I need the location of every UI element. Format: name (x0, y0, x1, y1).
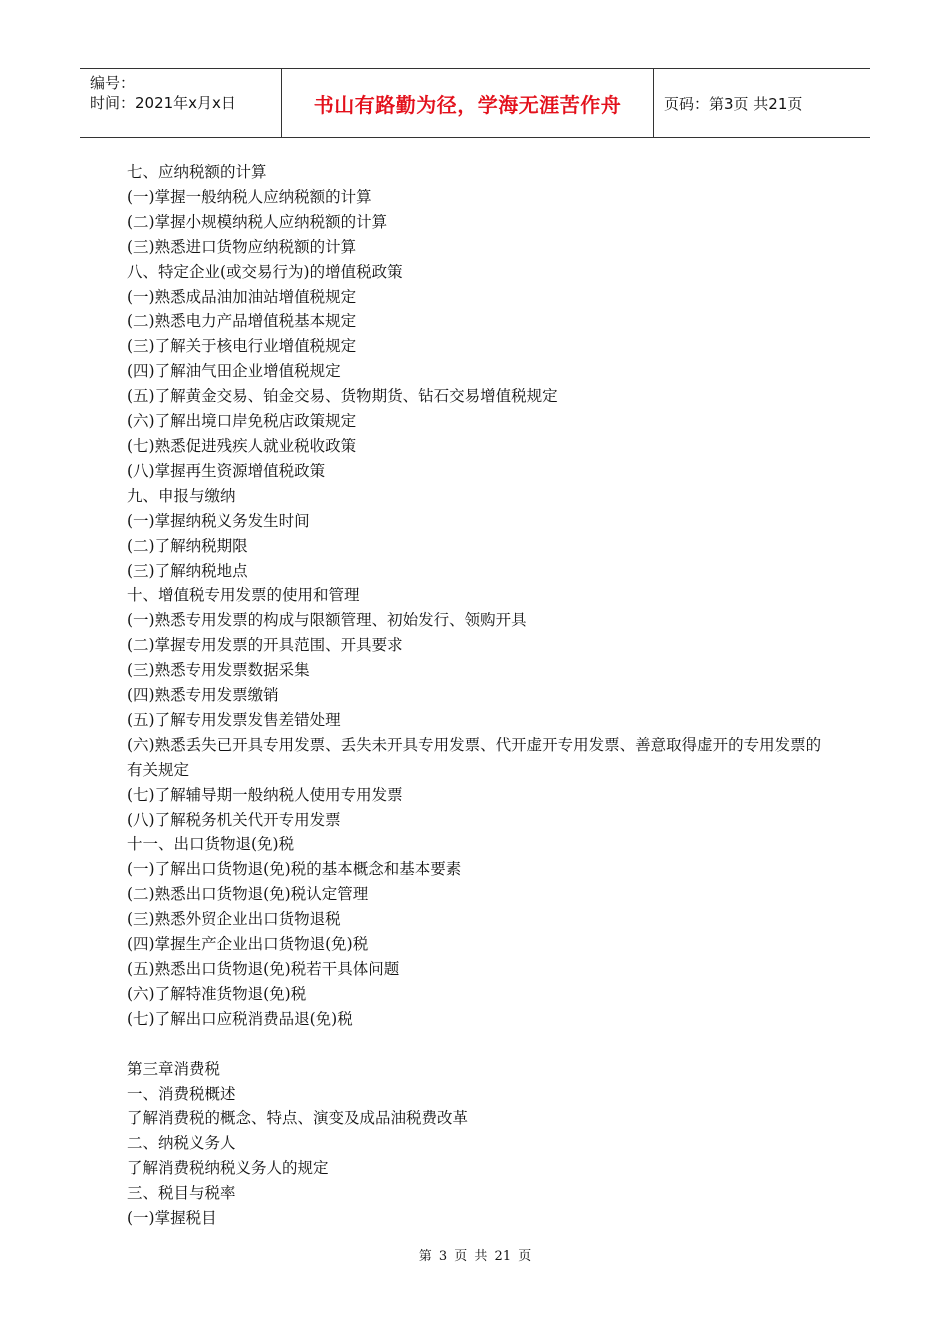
document-body (127, 160, 827, 1231)
body-line: (七)了解出口应税消费品退(免)税 (127, 1009, 353, 1028)
body-line: 十、增值税专用发票的使用和管理 (127, 586, 360, 605)
body-line: (三)熟悉外贸企业出口货物退税 (127, 910, 341, 929)
body-line: (八)掌握再生资源增值税政策 (127, 461, 326, 480)
body-line: 一、消费税概述 (127, 1084, 236, 1103)
document-number-label: 编号： (90, 74, 136, 92)
body-line: (四)了解油气田企业增值税规定 (127, 362, 341, 381)
body-line: 八、特定企业(或交易行为)的增值税政策 (127, 262, 403, 281)
document-date-label: 时间：2021年x月x日 (90, 94, 236, 112)
body-line: (六)了解出境口岸免税店政策规定 (127, 412, 357, 431)
page-footer: 第 3 页 共 21 页 (418, 1249, 532, 1264)
body-line: (七)了解辅导期一般纳税人使用专用发票 (127, 785, 403, 804)
body-line: 十一、出口货物退(免)税 (127, 835, 295, 854)
body-line: (五)熟悉出口货物退(免)税若干具体问题 (127, 960, 400, 978)
body-line: (一)熟悉成品油加油站增值税规定 (127, 287, 357, 306)
body-line: (三)了解关于核电行业增值税规定 (127, 337, 357, 356)
body-line: 第三章消费税 (127, 1059, 221, 1078)
body-line: (四)熟悉专用发票缴销 (127, 686, 279, 705)
header-motto-cell (282, 69, 654, 137)
body-line: (二)了解纳税期限 (127, 536, 248, 555)
header-motto: 书山有路勤为径，学海无涯苦作舟 (313, 92, 622, 117)
blank-line (127, 1032, 827, 1057)
header-page-number: 页码：第3页 共21页 (664, 94, 803, 113)
body-line: 二、纳税义务人 (127, 1134, 236, 1153)
body-line: (一)掌握税目 (127, 1209, 217, 1228)
body-line: (六)熟悉丢失已开具专用发票、丢失未开具专用发票、代开虚开专用发票、善意取得虚开的专用发票的有关规定 (127, 735, 822, 779)
body-line: (三)熟悉进口货物应纳税额的计算 (127, 237, 357, 256)
body-line: 了解消费税的概念、特点、演变及成品油税费改革 (127, 1109, 469, 1128)
body-line: (三)熟悉专用发票数据采集 (127, 661, 310, 680)
body-line: (二)掌握小规模纳税人应纳税额的计算 (127, 212, 388, 231)
body-line: (一)了解出口货物退(免)税的基本概念和基本要素 (127, 860, 462, 879)
body-line: (一)掌握一般纳税人应纳税额的计算 (127, 187, 372, 206)
body-line: (五)了解黄金交易、铂金交易、货物期货、钻石交易增值税规定 (127, 387, 558, 406)
body-line: 七、应纳税额的计算 (127, 163, 267, 181)
body-line: (八)了解税务机关代开专用发票 (127, 810, 341, 829)
body-line: (二)熟悉出口货物退(免)税认定管理 (127, 885, 369, 904)
header-page-cell (654, 69, 870, 137)
page-header (80, 68, 870, 138)
body-line: (六)了解特准货物退(免)税 (127, 984, 307, 1003)
body-line: 了解消费税纳税义务人的规定 (127, 1159, 329, 1178)
body-line: (一)熟悉专用发票的构成与限额管理、初始发行、领购开具 (127, 611, 527, 630)
body-line: (二)熟悉电力产品增值税基本规定 (127, 312, 357, 331)
body-line: 三、税目与税率 (127, 1184, 236, 1203)
body-line: (二)掌握专用发票的开具范围、开具要求 (127, 636, 403, 655)
header-meta (80, 69, 282, 137)
body-line: (一)掌握纳税义务发生时间 (127, 511, 310, 530)
body-line: (三)了解纳税地点 (127, 561, 248, 580)
body-line: (七)熟悉促进残疾人就业税收政策 (127, 436, 357, 455)
body-line: (四)掌握生产企业出口货物退(免)税 (127, 935, 369, 954)
body-line: 九、申报与缴纳 (127, 486, 236, 505)
body-line: (五)了解专用发票发售差错处理 (127, 710, 341, 729)
